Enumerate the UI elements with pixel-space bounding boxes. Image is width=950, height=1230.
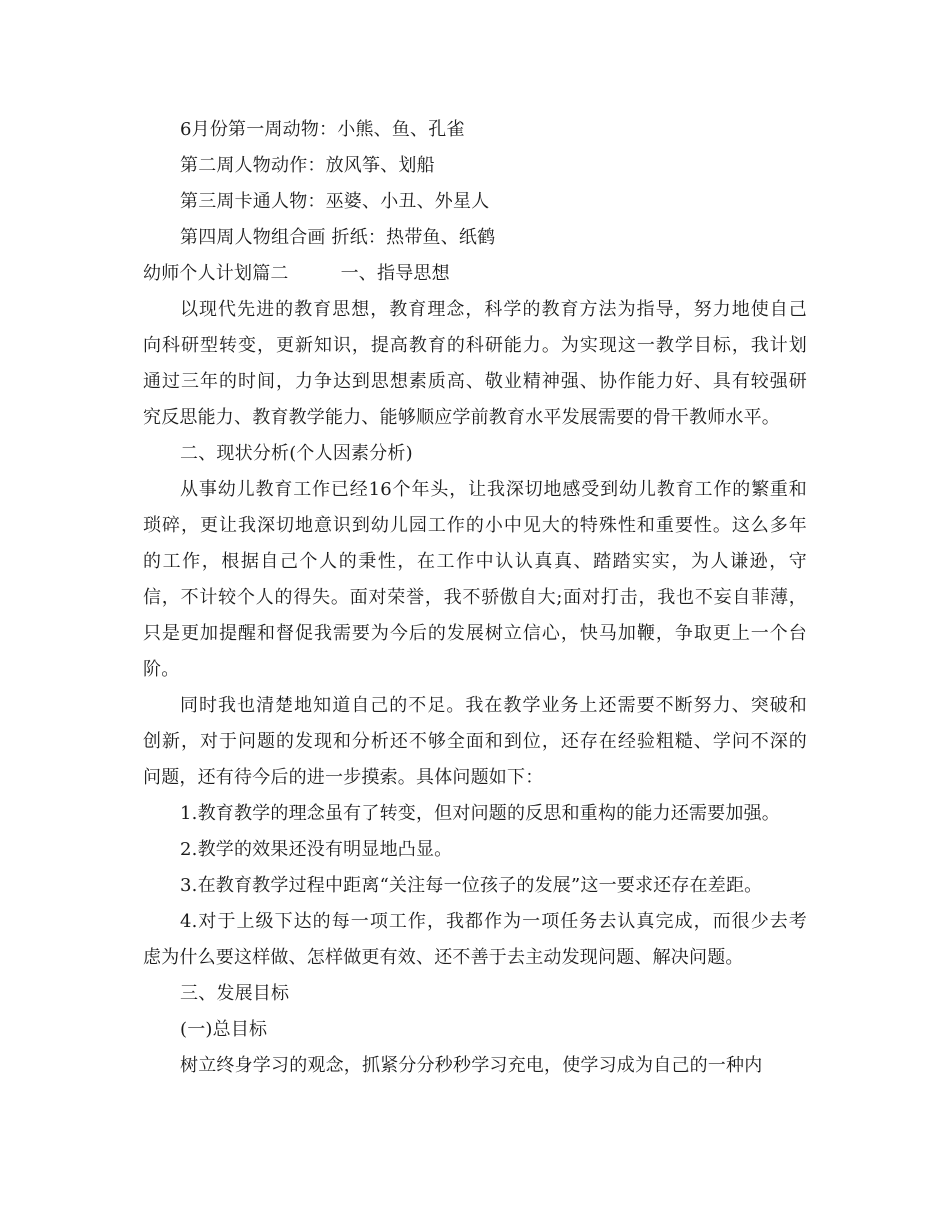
paragraph-line: 只是更加提醒和督促我需要为今后的发展树立信心，快马加鞭，争取更上一个台 [143,623,807,644]
document-title: 幼师个人计划篇二 [143,263,289,284]
paragraph-line: 问题，还有待今后的进一步摸索。具体问题如下： [143,767,544,788]
document-page [143,112,807,1084]
paragraph-line: 琐碎，更让我深切地意识到幼儿园工作的小中见大的特殊性和重要性。这么多年 [143,515,807,536]
text-line: 第四周人物组合画 折纸：热带鱼、纸鹤 [180,227,496,248]
paragraph-line: 通过三年的时间，力争达到思想素质高、敬业精神强、协作能力好、具有较强研 [143,371,807,392]
section-heading-line [143,256,807,292]
paragraph-line: 从事幼儿教育工作已经16个年头，让我深切地感受到幼儿教育工作的繁重和 [180,479,807,500]
list-item: 1.教育教学的理念虽有了转变，但对问题的反思和重构的能力还需要加强。 [180,803,780,824]
paragraph-line: 同时我也清楚地知道自己的不足。我在教学业务上还需要不断努力、突破和 [180,695,807,716]
list-item: 2.教学的效果还没有明显地凸显。 [180,839,453,860]
section-heading: 一、指导思想 [340,263,450,284]
section-heading: 二、现状分析(个人因素分析) [180,443,413,464]
list-item: 3.在教育教学过程中距离“关注每一位孩子的发展”这一要求还存在差距。 [180,875,763,896]
list-item-continuation: 虑为什么要这样做、怎样做更有效、还不善于去主动发现问题、解决问题。 [143,947,744,968]
text-line: 第二周人物动作：放风筝、划船 [180,155,435,176]
list-item: 4.对于上级下达的每一项工作，我都作为一项任务去认真完成，而很少去考 [180,911,807,932]
subsection-heading: (一)总目标 [180,1019,268,1040]
paragraph-line: 的工作，根据自己个人的秉性，在工作中认认真真、踏踏实实，为人谦逊，守 [143,551,807,572]
paragraph-line: 以现代先进的教育思想，教育理念，科学的教育方法为指导，努力地使自己 [180,299,807,320]
paragraph-line: 阶。 [143,659,180,680]
section-heading: 三、发展目标 [180,983,290,1004]
text-line: 第三周卡通人物：巫婆、小丑、外星人 [180,191,490,212]
paragraph-line: 向科研型转变，更新知识，提高教育的科研能力。为实现这一教学目标，我计划 [143,335,807,356]
paragraph-line: 究反思能力、教育教学能力、能够顺应学前教育水平发展需要的骨干教师水平。 [143,407,780,428]
paragraph-line: 树立终身学习的观念，抓紧分分秒秒学习充电，使学习成为自己的一种内 [180,1055,763,1076]
text-line: 6月份第一周动物：小熊、鱼、孔雀 [180,119,465,140]
paragraph-line: 信，不计较个人的得失。面对荣誉，我不骄傲自大;面对打击，我也不妄自菲薄， [143,587,807,608]
paragraph-line: 创新，对于问题的发现和分析还不够全面和到位，还存在经验粗糙、学问不深的 [143,731,807,752]
